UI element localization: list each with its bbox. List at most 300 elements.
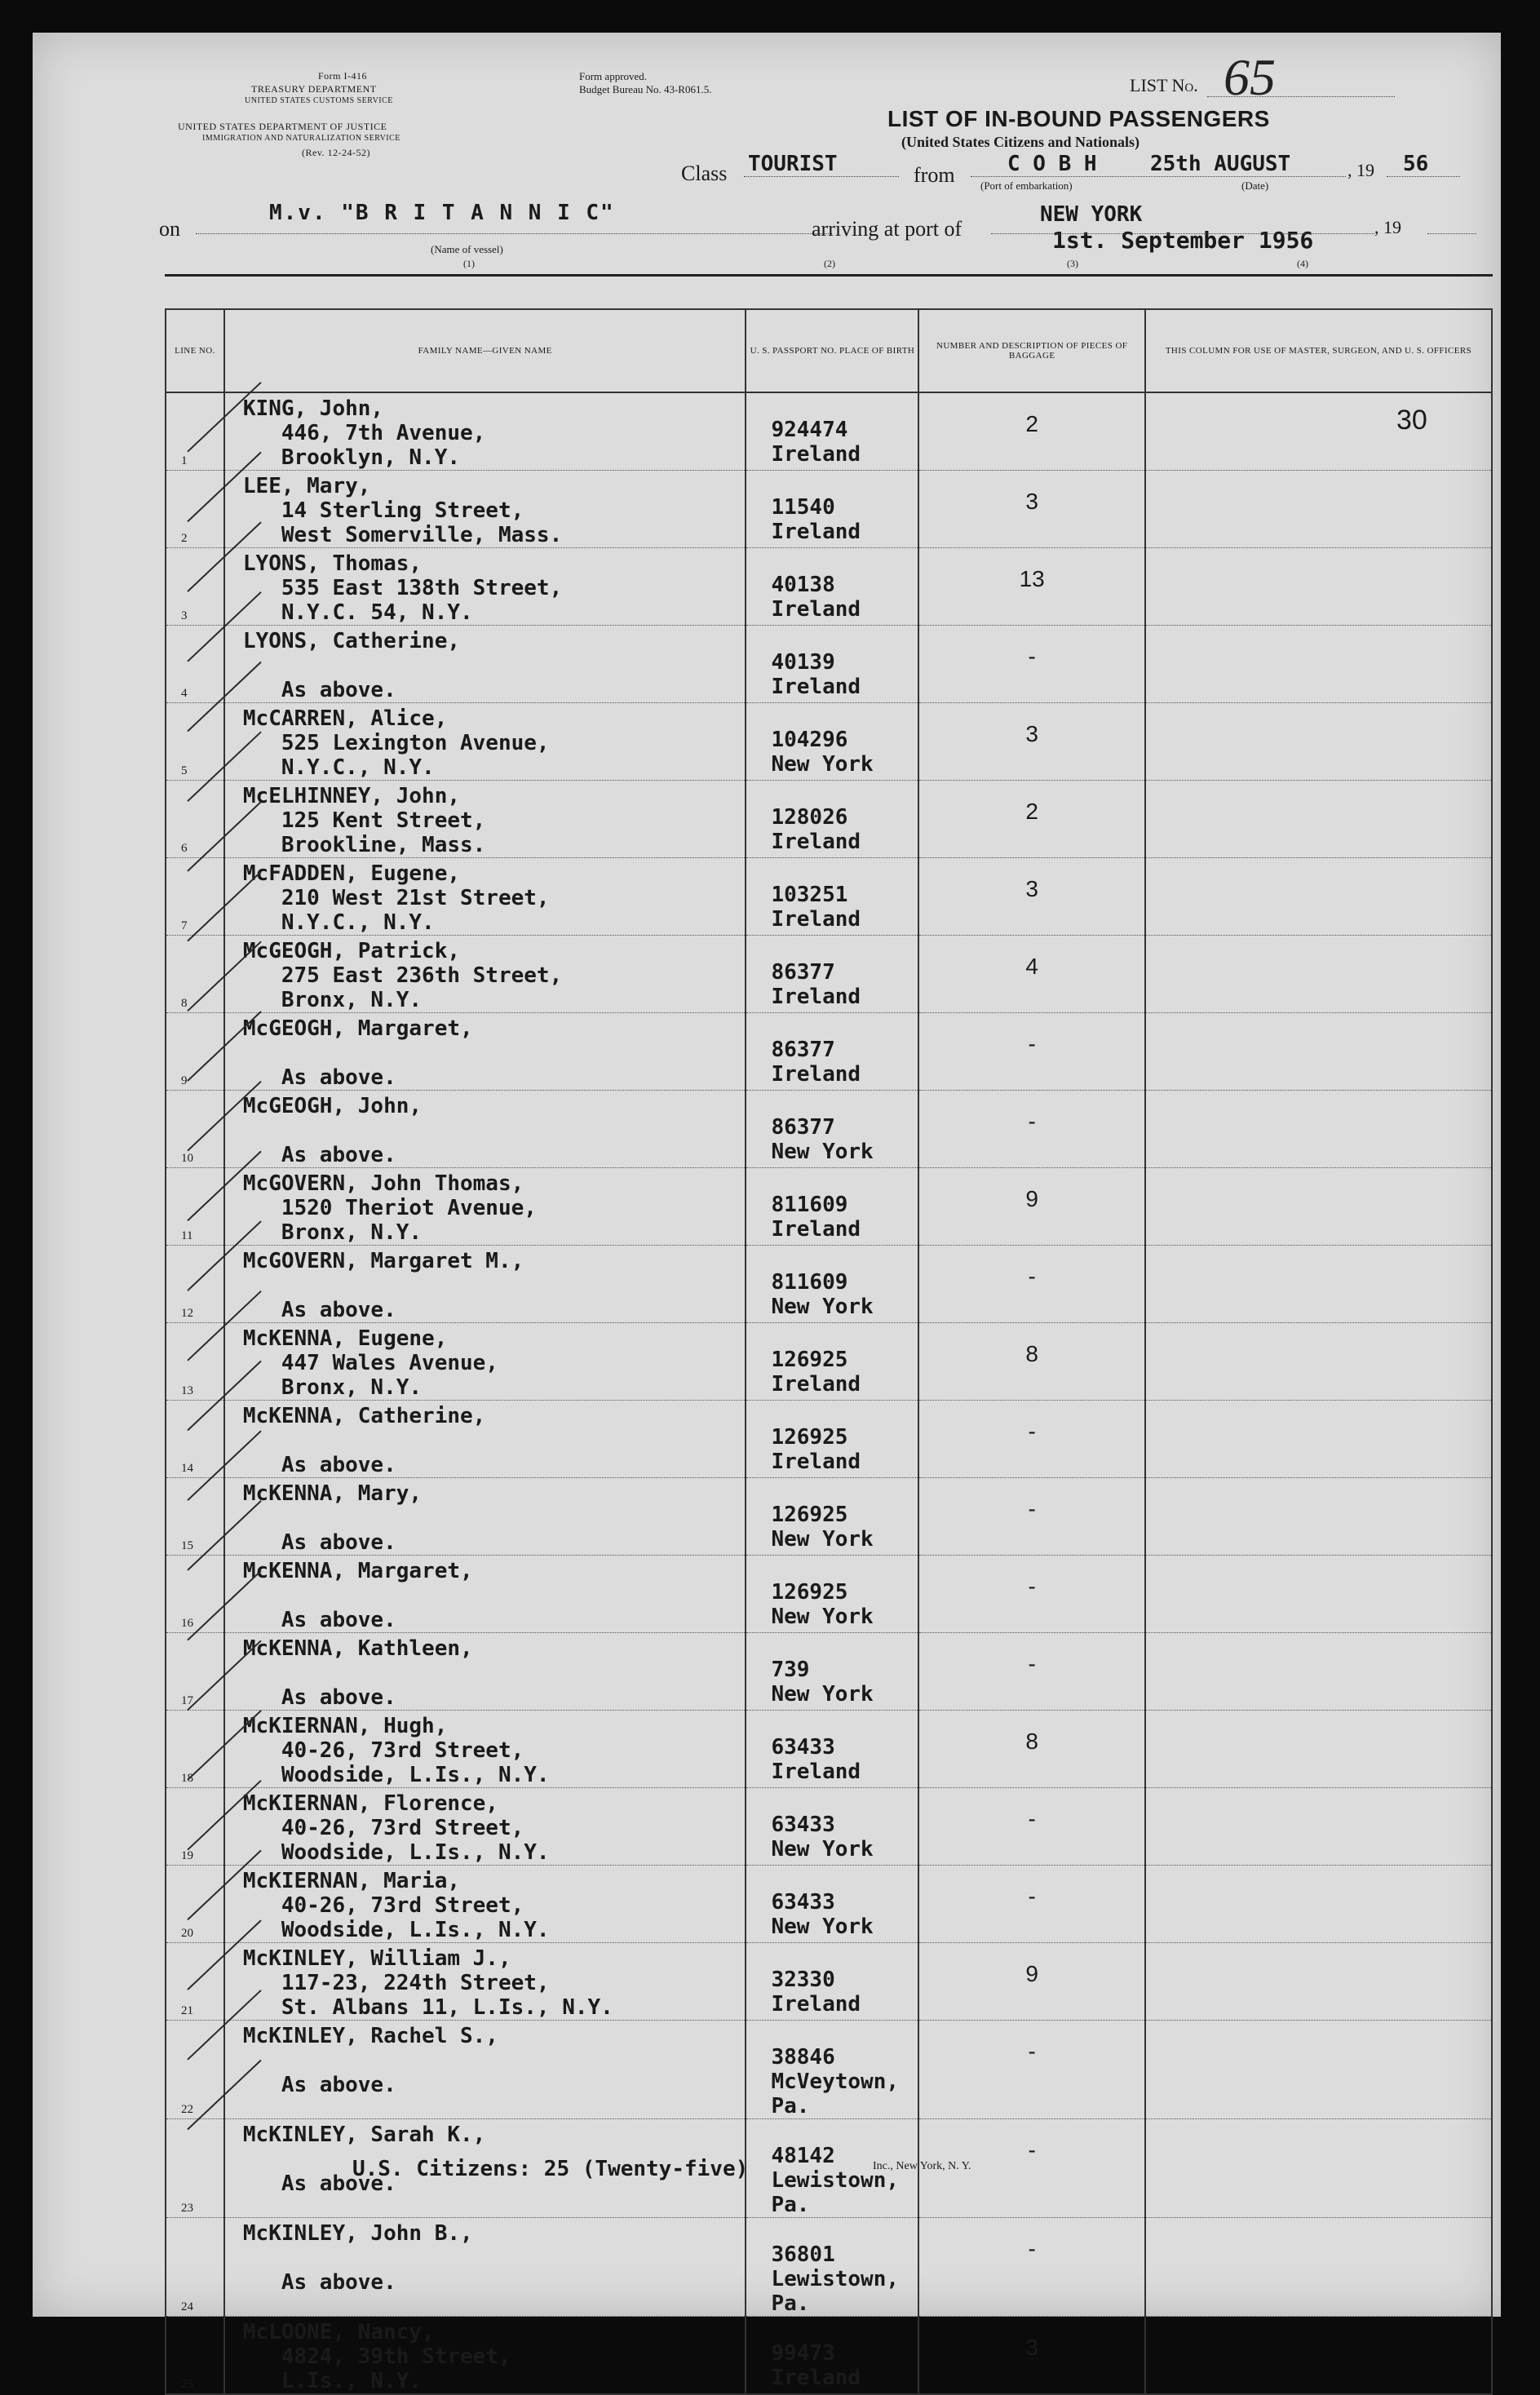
passenger-name xyxy=(224,1943,746,2021)
line-number xyxy=(166,1478,224,1556)
arrival-port: NEW YORK xyxy=(1040,202,1143,227)
line-number: 1 xyxy=(181,454,188,467)
passport-cell xyxy=(746,1013,918,1091)
passenger-name xyxy=(224,781,746,858)
passport-cell xyxy=(746,1168,918,1246)
table-row xyxy=(166,626,1492,703)
passport-cell xyxy=(746,1401,918,1478)
line-number: 6 xyxy=(181,842,188,855)
passenger-name: McKENNA, Margaret, As above. xyxy=(242,1559,473,1632)
passenger-name xyxy=(224,1401,746,1478)
place-of-birth: McVeytown, Pa. xyxy=(771,2070,900,2118)
passenger-name xyxy=(224,548,746,626)
line-number: 18 xyxy=(181,1772,193,1785)
passport-number: 99473 xyxy=(771,2341,835,2366)
baggage-cell xyxy=(918,1556,1144,1633)
table-row xyxy=(166,471,1492,548)
passport-number: 48142 xyxy=(771,2144,835,2168)
baggage-count: 2 xyxy=(1025,411,1038,436)
passenger-name: McCARREN, Alice, 525 Lexington Avenue, N.Y.C., N.Y. xyxy=(242,706,550,780)
line-number xyxy=(166,2119,224,2218)
passenger-name xyxy=(224,2317,746,2395)
officer-cell xyxy=(1145,1323,1492,1401)
baggage-cell xyxy=(918,858,1144,936)
passport-number: 128026 xyxy=(771,805,848,830)
passenger-name: McGOVERN, Margaret M., As above. xyxy=(242,1249,524,1322)
baggage-count: - xyxy=(1028,1496,1036,1521)
passport-number: 86377 xyxy=(771,1115,835,1140)
line-number xyxy=(166,1788,224,1866)
officer-cell xyxy=(1145,1478,1492,1556)
passenger-name: McKINLEY, John B., As above. xyxy=(242,2221,473,2295)
list-no-label: LIST No. xyxy=(1130,75,1198,95)
line-number: 19 xyxy=(181,1849,193,1862)
passport-number: 63433 xyxy=(771,1813,835,1837)
passport-number: 86377 xyxy=(771,1038,835,1062)
line-number: 15 xyxy=(181,1539,193,1552)
passenger-name xyxy=(224,1711,746,1788)
passport-cell xyxy=(746,2021,918,2119)
port-embarkation: C O B H xyxy=(1007,152,1097,176)
manifest-page xyxy=(33,33,1501,2393)
passport-cell xyxy=(746,1788,918,1866)
passenger-name: McFADDEN, Eugene, 210 West 21st Street, N.Y.C., N.Y. xyxy=(242,861,550,935)
line-number: 21 xyxy=(181,2004,193,2017)
line-number: 23 xyxy=(181,2202,193,2215)
passport-cell xyxy=(746,1478,918,1556)
line-number xyxy=(166,1013,224,1091)
officer-cell xyxy=(1145,1711,1492,1788)
passport-cell xyxy=(746,1711,918,1788)
line-number xyxy=(166,2218,224,2317)
place-of-birth: Ireland xyxy=(771,830,861,854)
year-value: 56 xyxy=(1403,152,1429,176)
line-number: 17 xyxy=(181,1694,193,1707)
passenger-name: McGEOGH, John, As above. xyxy=(242,1094,423,1167)
class-value: TOURIST xyxy=(748,152,838,176)
place-of-birth: New York xyxy=(771,1295,874,1319)
passport-cell xyxy=(746,471,918,548)
line-number xyxy=(166,1943,224,2021)
baggage-count: - xyxy=(1028,1574,1036,1599)
passenger-name: McLOONE, Nancy, 4824, 39th Street, L.Is., N.Y. xyxy=(242,2320,511,2393)
table-row xyxy=(166,858,1492,936)
passenger-name xyxy=(224,626,746,703)
line-number xyxy=(166,1091,224,1168)
officer-cell xyxy=(1145,936,1492,1013)
place-of-birth: Ireland xyxy=(771,985,861,1009)
passport-cell xyxy=(746,1633,918,1711)
place-of-birth: Ireland xyxy=(771,2366,861,2390)
embarkation-date: 25th AUGUST xyxy=(1150,152,1291,176)
passport-cell xyxy=(746,1866,918,1943)
passenger-name xyxy=(224,1866,746,1943)
baggage-cell xyxy=(918,1013,1144,1091)
passenger-name xyxy=(224,2021,746,2119)
place-of-birth: New York xyxy=(771,1915,874,1939)
line-number: 22 xyxy=(181,2103,193,2116)
table-row xyxy=(166,1478,1492,1556)
officer-cell xyxy=(1145,2021,1492,2119)
passenger-name xyxy=(224,392,746,471)
table-row xyxy=(166,936,1492,1013)
passenger-name: McGEOGH, Patrick, 275 East 236th Street, Bronx, N.Y. xyxy=(242,939,563,1012)
officer-cell xyxy=(1145,1246,1492,1323)
baggage-count: - xyxy=(1028,2039,1036,2064)
officer-cell xyxy=(1145,1556,1492,1633)
table-row xyxy=(166,1323,1492,1401)
line-number: 9 xyxy=(181,1074,188,1087)
place-of-birth: Lewistown, Pa. xyxy=(771,2267,900,2316)
passport-number: 126925 xyxy=(771,1503,848,1527)
place-of-birth: New York xyxy=(771,1140,874,1164)
passport-number: 63433 xyxy=(771,1890,835,1915)
passenger-name xyxy=(224,471,746,548)
passenger-name: McKENNA, Mary, As above. xyxy=(242,1481,423,1555)
passport-number: 739 xyxy=(771,1658,810,1682)
line-number xyxy=(166,1246,224,1323)
header-line-no: LINE NO. xyxy=(166,309,224,392)
place-of-birth: Ireland xyxy=(771,1760,861,1784)
table-row xyxy=(166,1246,1492,1323)
passport-cell xyxy=(746,2218,918,2317)
baggage-count: 3 xyxy=(1025,721,1038,746)
officer-cell xyxy=(1145,471,1492,548)
line-number: 12 xyxy=(181,1307,193,1320)
passenger-name: McKINLEY, Rachel S., As above. xyxy=(242,2024,498,2097)
place-of-birth: Ireland xyxy=(771,597,861,622)
table-header-row xyxy=(166,309,1492,392)
place-of-birth: New York xyxy=(771,752,874,777)
officer-cell xyxy=(1145,1943,1492,2021)
passport-number: 36801 xyxy=(771,2242,835,2267)
list-no-value: 65 xyxy=(1224,48,1276,106)
table-row xyxy=(166,1401,1492,1478)
place-of-birth: Ireland xyxy=(771,1217,861,1242)
passenger-name: McKENNA, Kathleen, As above. xyxy=(242,1636,473,1710)
line-number xyxy=(166,626,224,703)
header-officers: THIS COLUMN FOR USE OF MASTER, SURGEON, AND U. S. OFFICERS xyxy=(1145,309,1492,392)
baggage-cell xyxy=(918,1711,1144,1788)
passenger-name: McKENNA, Eugene, 447 Wales Avenue, Bronx, N.Y. xyxy=(242,1326,498,1400)
list-title: LIST OF IN-BOUND PASSENGERS xyxy=(887,106,1270,131)
passenger-name: McKIERNAN, Florence, 40-26, 73rd Street, Woodside, L.Is., N.Y. xyxy=(242,1791,550,1865)
line-number xyxy=(166,1633,224,1711)
passport-number: 63433 xyxy=(771,1735,835,1760)
baggage-cell xyxy=(918,1091,1144,1168)
baggage-count: 3 xyxy=(1025,2335,1038,2360)
column-caption-1: (1) xyxy=(463,258,475,269)
passenger-name xyxy=(224,936,746,1013)
form-approved: Form approved. xyxy=(579,70,648,82)
line-number xyxy=(166,1866,224,1943)
year-label: , 19 xyxy=(1374,217,1401,237)
passenger-name xyxy=(224,1168,746,1246)
place-of-birth: Ireland xyxy=(771,1372,861,1397)
line-number xyxy=(166,1168,224,1246)
line-number: 20 xyxy=(181,1927,193,1940)
passport-cell xyxy=(746,1246,918,1323)
passenger-name xyxy=(224,1323,746,1401)
baggage-cell xyxy=(918,1788,1144,1866)
baggage-count: - xyxy=(1028,644,1036,669)
passport-number: 126925 xyxy=(771,1425,848,1450)
passport-cell xyxy=(746,781,918,858)
line-number xyxy=(166,548,224,626)
passenger-name xyxy=(224,858,746,936)
baggage-count: 4 xyxy=(1025,954,1038,979)
vessel-name: M.v. "B R I T A N N I C" xyxy=(269,201,615,225)
passenger-name: McGEOGH, Margaret, As above. xyxy=(242,1016,473,1090)
justice-dept: UNITED STATES DEPARTMENT OF JUSTICE xyxy=(178,121,387,132)
revision: (Rev. 12-24-52) xyxy=(302,147,371,158)
officer-cell xyxy=(1145,703,1492,781)
column-caption-2: (2) xyxy=(824,258,835,269)
baggage-count: 3 xyxy=(1025,489,1038,514)
passport-number: 104296 xyxy=(771,728,848,752)
treasury-dept: TREASURY DEPARTMENT xyxy=(251,83,377,95)
baggage-cell xyxy=(918,936,1144,1013)
printer-imprint: Inc., New York, N. Y. xyxy=(873,2160,971,2172)
from-label: from xyxy=(914,163,955,187)
baggage-count: 13 xyxy=(1019,566,1045,591)
passport-number: 103251 xyxy=(771,883,848,907)
place-of-birth: New York xyxy=(771,1527,874,1552)
baggage-cell xyxy=(918,392,1144,471)
passenger-name: McKIERNAN, Maria, 40-26, 73rd Street, Woodside, L.Is., N.Y. xyxy=(242,1869,550,1942)
passport-number: 924474 xyxy=(771,418,848,442)
table-row xyxy=(166,1091,1492,1168)
passenger-name xyxy=(224,1556,746,1633)
place-of-birth: Ireland xyxy=(771,675,861,699)
passport-number: 32330 xyxy=(771,1968,835,1992)
baggage-cell xyxy=(918,1168,1144,1246)
line-number: 7 xyxy=(181,919,188,932)
citizen-total: U.S. Citizens: 25 (Twenty-five) xyxy=(352,2157,749,2181)
place-of-birth: Ireland xyxy=(771,1062,861,1087)
place-of-birth: Ireland xyxy=(771,442,861,467)
arriving-label: arriving at port of xyxy=(812,217,962,241)
passport-cell xyxy=(746,858,918,936)
line-number xyxy=(166,392,224,471)
year-prefix: , 19 xyxy=(1348,160,1374,180)
passenger-name: LEE, Mary, 14 Sterling Street, West Somerville, Mass. xyxy=(242,474,563,547)
table-row xyxy=(166,548,1492,626)
line-number xyxy=(166,1556,224,1633)
officer-cell xyxy=(1145,2317,1492,2395)
passport-cell xyxy=(746,548,918,626)
baggage-count: 9 xyxy=(1025,1961,1038,1986)
header-name: FAMILY NAME—GIVEN NAME xyxy=(224,309,746,392)
officer-cell xyxy=(1145,1091,1492,1168)
baggage-cell xyxy=(918,2021,1144,2119)
baggage-count: 3 xyxy=(1025,876,1038,901)
list-subtitle: (United States Citizens and Nationals) xyxy=(901,134,1140,150)
baggage-count: 8 xyxy=(1025,1729,1038,1754)
table-row xyxy=(166,2317,1492,2395)
baggage-count: - xyxy=(1028,1419,1036,1444)
line-number xyxy=(166,703,224,781)
baggage-count: - xyxy=(1028,2137,1036,2163)
officer-cell xyxy=(1145,626,1492,703)
passport-number: 40138 xyxy=(771,573,835,597)
passenger-name: McGOVERN, John Thomas, 1520 Theriot Avenue, Bronx, N.Y. xyxy=(242,1171,537,1245)
baggage-count: 2 xyxy=(1025,799,1038,824)
baggage-cell xyxy=(918,2218,1144,2317)
officer-cell xyxy=(1145,1013,1492,1091)
passenger-name xyxy=(224,1246,746,1323)
immigration-service: IMMIGRATION AND NATURALIZATION SERVICE xyxy=(202,134,400,143)
passport-number: 811609 xyxy=(771,1193,848,1217)
line-number: 16 xyxy=(181,1617,193,1630)
line-number xyxy=(166,1401,224,1478)
place-of-birth: Ireland xyxy=(771,520,861,544)
baggage-count: - xyxy=(1028,1806,1036,1831)
passenger-table xyxy=(165,308,1493,2395)
column-caption-3: (3) xyxy=(1067,258,1078,269)
passport-cell xyxy=(746,392,918,471)
line-number: 11 xyxy=(181,1229,193,1242)
line-number xyxy=(166,858,224,936)
line-number: 2 xyxy=(181,532,188,545)
passport-number: 811609 xyxy=(771,1270,848,1295)
line-number xyxy=(166,1323,224,1401)
table-row xyxy=(166,703,1492,781)
baggage-count: - xyxy=(1028,1651,1036,1676)
officer-cell xyxy=(1145,1866,1492,1943)
officer-cell xyxy=(1145,2119,1492,2218)
place-of-birth: New York xyxy=(771,1837,874,1862)
header-baggage: NUMBER AND DESCRIPTION OF PIECES OF BAGGAGE xyxy=(918,309,1144,392)
table-row xyxy=(166,1013,1492,1091)
line-number: 5 xyxy=(181,764,188,777)
passport-number: 126925 xyxy=(771,1348,848,1372)
passenger-name xyxy=(224,2218,746,2317)
baggage-cell xyxy=(918,471,1144,548)
officer-cell xyxy=(1145,1168,1492,1246)
baggage-cell xyxy=(918,2317,1144,2395)
baggage-count: 8 xyxy=(1025,1341,1038,1366)
passport-cell xyxy=(746,703,918,781)
class-label: Class xyxy=(681,162,728,185)
officer-cell xyxy=(1145,548,1492,626)
line-number xyxy=(166,2021,224,2119)
baggage-cell xyxy=(918,548,1144,626)
line-number: 25 xyxy=(181,2378,193,2391)
passport-number: 86377 xyxy=(771,960,835,985)
arrival-date: 1st. September 1956 xyxy=(1052,227,1314,254)
table-row xyxy=(166,1168,1492,1246)
passenger-name: McKIERNAN, Hugh, 40-26, 73rd Street, Woodside, L.Is., N.Y. xyxy=(242,1714,550,1787)
passenger-name xyxy=(224,1478,746,1556)
table-row xyxy=(166,2021,1492,2119)
officer-cell xyxy=(1145,858,1492,936)
passport-cell xyxy=(746,1556,918,1633)
line-number xyxy=(166,2317,224,2395)
passenger-name: KING, John, 446, 7th Avenue, Brooklyn, N.Y. xyxy=(242,396,486,470)
line-number: 14 xyxy=(181,1462,193,1475)
baggage-cell xyxy=(918,1866,1144,1943)
place-of-birth: New York xyxy=(771,1605,874,1629)
line-number: 8 xyxy=(181,997,188,1010)
passenger-name: McKENNA, Catherine, As above. xyxy=(242,1404,486,1477)
table-row xyxy=(166,1711,1492,1788)
vessel-caption: (Name of vessel) xyxy=(431,243,503,255)
officer-cell xyxy=(1145,1633,1492,1711)
passport-number: 40139 xyxy=(771,650,835,675)
baggage-count: 9 xyxy=(1025,1186,1038,1211)
passport-number: 38846 xyxy=(771,2045,835,2070)
date-caption: (Date) xyxy=(1241,179,1269,192)
passport-cell xyxy=(746,1091,918,1168)
line-number xyxy=(166,781,224,858)
passenger-name xyxy=(224,1013,746,1091)
form-number: Form I-416 xyxy=(318,70,367,82)
place-of-birth: New York xyxy=(771,1682,874,1707)
table-row xyxy=(166,1556,1492,1633)
header-passport: U. S. PASSPORT NO. PLACE OF BIRTH xyxy=(746,309,918,392)
line-number xyxy=(166,936,224,1013)
baggage-cell xyxy=(918,1323,1144,1401)
place-of-birth: Ireland xyxy=(771,1450,861,1474)
table-row xyxy=(166,781,1492,858)
baggage-cell xyxy=(918,781,1144,858)
table-row xyxy=(166,392,1492,471)
passenger-name: LYONS, Catherine, As above. xyxy=(242,629,460,702)
passenger-name xyxy=(224,1091,746,1168)
baggage-cell xyxy=(918,1401,1144,1478)
baggage-cell xyxy=(918,1246,1144,1323)
officer-cell xyxy=(1145,1401,1492,1478)
officer-note: 30 xyxy=(1396,405,1427,436)
passport-cell xyxy=(746,626,918,703)
baggage-cell xyxy=(918,1943,1144,2021)
officer-cell xyxy=(1145,781,1492,858)
on-label: on xyxy=(159,217,180,241)
table-row xyxy=(166,1788,1492,1866)
baggage-cell xyxy=(918,703,1144,781)
passport-cell xyxy=(746,2317,918,2395)
passenger-name xyxy=(224,703,746,781)
passport-number: 11540 xyxy=(771,495,835,520)
passport-number: 126925 xyxy=(771,1580,848,1605)
passport-cell xyxy=(746,936,918,1013)
line-number: 10 xyxy=(181,1152,193,1165)
port-caption: (Port of embarkation) xyxy=(980,179,1073,192)
line-number: 13 xyxy=(181,1384,193,1397)
line-number xyxy=(166,1711,224,1788)
customs-service: UNITED STATES CUSTOMS SERVICE xyxy=(245,96,393,105)
passport-cell xyxy=(746,1943,918,2021)
baggage-count: - xyxy=(1028,1031,1036,1056)
place-of-birth: Lewistown, Pa. xyxy=(771,2168,900,2217)
budget-bureau: Budget Bureau No. 43-R061.5. xyxy=(579,83,712,95)
passenger-name: McKINLEY, William J., 117-23, 224th Street, St. Albans 11, L.Is., N.Y. xyxy=(242,1946,613,2020)
line-number xyxy=(166,471,224,548)
line-number: 4 xyxy=(181,687,188,700)
table-row xyxy=(166,1633,1492,1711)
officer-cell xyxy=(1145,392,1492,471)
passenger-name: McKINLEY, Sarah K., As above. xyxy=(242,2123,486,2196)
passenger-name xyxy=(224,1633,746,1711)
baggage-count: - xyxy=(1028,1109,1036,1134)
line-number: 24 xyxy=(181,2300,193,2313)
baggage-count: - xyxy=(1028,1264,1036,1289)
baggage-cell xyxy=(918,1478,1144,1556)
baggage-count: - xyxy=(1028,2236,1036,2261)
baggage-count: - xyxy=(1028,1884,1036,1909)
passenger-name: McELHINNEY, John, 125 Kent Street, Brookline, Mass. xyxy=(242,784,486,857)
